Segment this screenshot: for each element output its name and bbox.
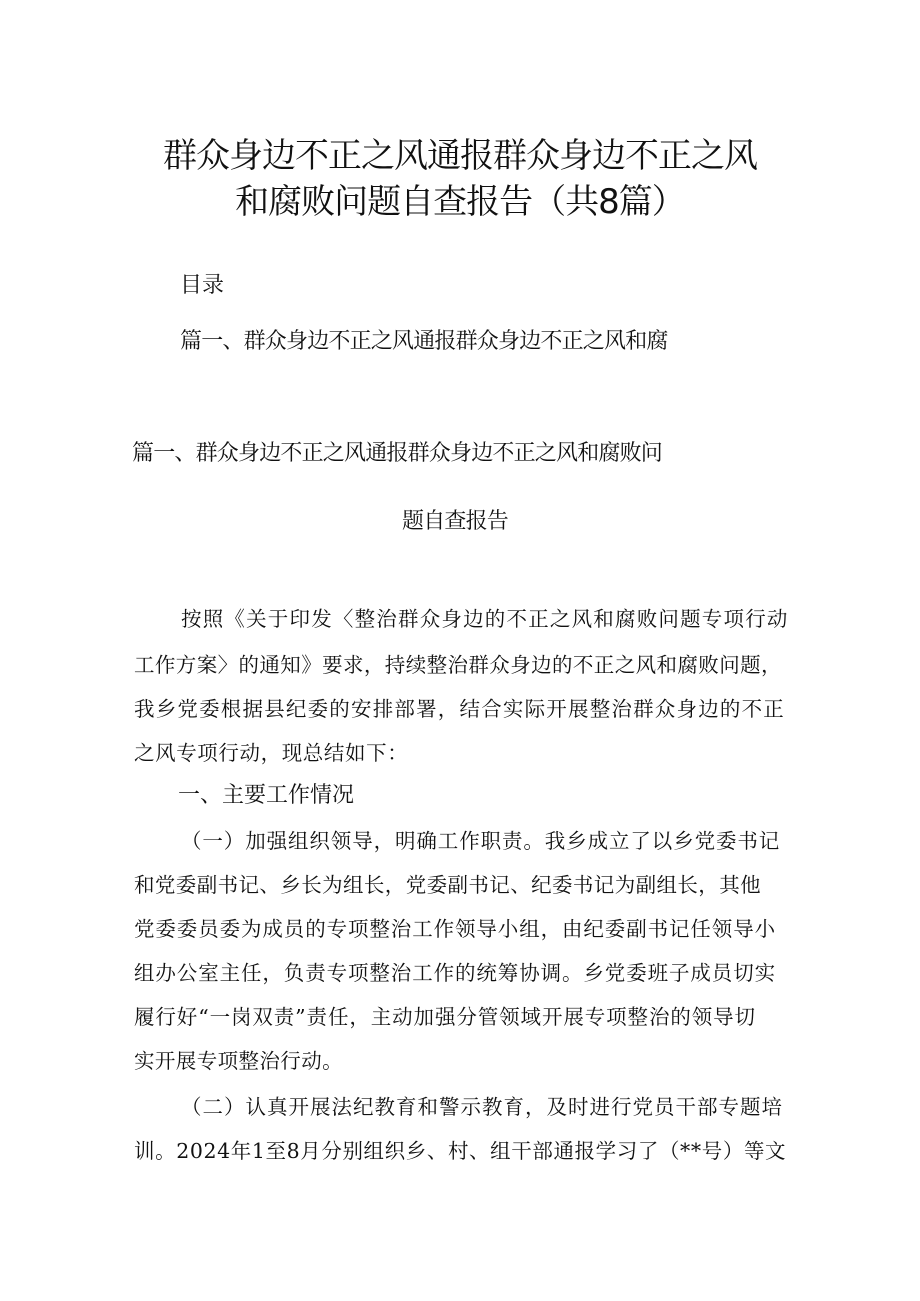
- toc-entry[interactable]: 篇一、群众身边不正之风通报群众身边不正之风和腐: [180, 329, 668, 354]
- heading-main-work: 一、主要工作情况: [178, 783, 355, 808]
- paragraph-line: 我乡党委根据县纪委的安排部署，结合实际开展整治群众身边的不正: [134, 697, 785, 721]
- section-title-line: 篇一、群众身边不正之风通报群众身边不正之风和腐败问: [132, 441, 663, 466]
- document-title-line: 群众身边不正之风通报群众身边不正之风: [163, 136, 757, 176]
- paragraph-line: 和党委副书记、乡长为组长，党委副书记、纪委书记为副组长，其他: [134, 873, 761, 897]
- paragraph-line: 之风专项行动，现总结如下：: [134, 741, 409, 765]
- paragraph-line: 训。2024年1至8月分别组织乡、村、组干部通报学习了（**号）等文: [134, 1139, 787, 1163]
- document-title-line: 和腐败问题自查报告（共8篇）: [235, 182, 685, 222]
- paragraph-line: 组办公室主任，负责专项整治工作的统筹协调。乡党委班子成员切实: [134, 961, 776, 985]
- toc-heading: 目录: [180, 273, 225, 298]
- paragraph-line: （一）加强组织领导，明确工作职责。我乡成立了以乡党委书记: [181, 829, 781, 853]
- paragraph-line: （二）认真开展法纪教育和警示教育，及时进行党员干部专题培: [181, 1095, 783, 1119]
- paragraph-line: 按照《关于印发〈整治群众身边的不正之风和腐败问题专项行动: [181, 607, 789, 631]
- paragraph-line: 履行好“一岗双责”责任，主动加强分管领域开展专项整治的领导切: [134, 1005, 756, 1029]
- paragraph-line: 实开展专项整治行动。: [134, 1049, 343, 1073]
- section-title-line: 题自查报告: [402, 509, 509, 534]
- paragraph-line: 党委委员委为成员的专项整治工作领导小组，由纪委副书记任领导小: [134, 917, 776, 941]
- paragraph-line: 工作方案〉的通知》要求，持续整治群众身边的不正之风和腐败问题，: [134, 653, 782, 677]
